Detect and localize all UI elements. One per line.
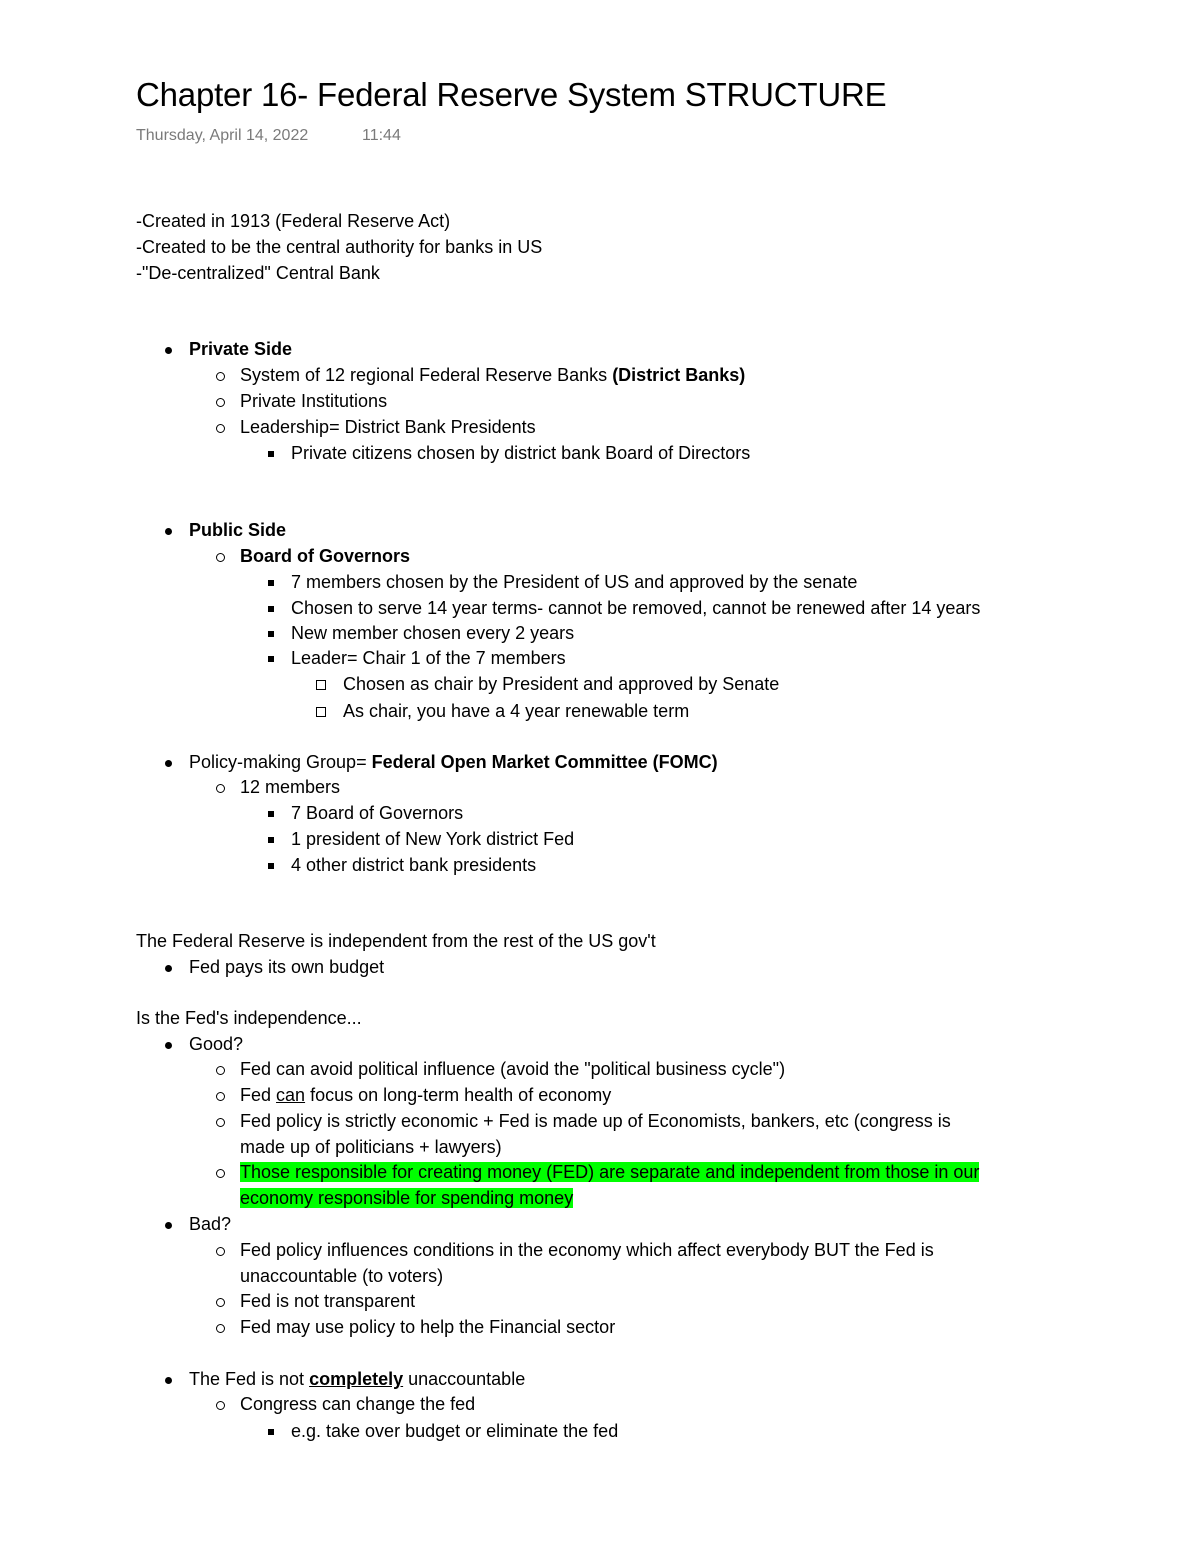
board-detail-1: 7 members chosen by the President of US and approved by the senate	[291, 572, 858, 592]
fomc-members: 12 members	[240, 777, 341, 797]
bullet-square-icon	[261, 571, 281, 593]
fomc-name: Federal Open Market Committee (FOMC)	[371, 752, 718, 772]
intro-line-3: -"De-centralized" Central Bank	[136, 263, 380, 283]
district-banks-bold: (District Banks)	[612, 365, 746, 385]
bullet-circle-icon	[210, 545, 230, 567]
bullet-circle-icon	[210, 1058, 230, 1080]
good-point-3-line-2: made up of politicians + lawyers)	[240, 1137, 502, 1157]
bullet-square-icon	[261, 442, 281, 464]
good-point-2-pre: Fed	[240, 1085, 277, 1105]
accountability-post: unaccountable	[403, 1369, 526, 1389]
bullet-square-icon	[261, 854, 281, 876]
bullet-square-icon	[261, 1420, 281, 1442]
bullet-circle-icon	[210, 1084, 230, 1106]
bad-point-3: Fed may use policy to help the Financial sector	[240, 1317, 616, 1337]
board-detail-3: New member chosen every 2 years	[291, 623, 575, 643]
bullet-circle-icon	[210, 416, 230, 438]
bullet-square-icon	[261, 597, 281, 619]
bullet-circle-icon	[210, 776, 230, 798]
bullet-hollow-square-icon	[311, 673, 331, 695]
bullet-disc-icon	[158, 519, 178, 541]
private-item-citizens: Private citizens chosen by district bank Board of Directors	[291, 443, 751, 463]
independence-budget: Fed pays its own budget	[189, 957, 385, 977]
fomc-member-3: 4 other district bank presidents	[291, 855, 537, 875]
accountability-pre: The Fed is not	[189, 1369, 310, 1389]
fomc-member-2: 1 president of New York district Fed	[291, 829, 575, 849]
bullet-square-icon	[261, 828, 281, 850]
chair-detail-2: As chair, you have a 4 year renewable term	[343, 701, 690, 721]
public-side-heading: Public Side	[189, 520, 287, 540]
good-point-2	[240, 1084, 611, 1106]
intro-line-1: -Created in 1913 (Federal Reserve Act)	[136, 211, 451, 231]
bullet-square-icon	[261, 622, 281, 644]
accountability-emphasis: completely	[309, 1369, 404, 1389]
good-point-1: Fed can avoid political influence (avoid the "political business cycle")	[240, 1059, 786, 1079]
bad-point-1-line-1: Fed policy influences conditions in the economy which affect everybody BUT the Fed is	[240, 1240, 934, 1260]
board-detail-2: Chosen to serve 14 year terms- cannot be removed, cannot be renewed after 14 years	[291, 598, 981, 618]
good-point-4-line-1	[240, 1161, 979, 1183]
congress-example: e.g. take over budget or eliminate the fed	[291, 1421, 619, 1441]
bullet-square-icon	[261, 647, 281, 669]
fomc-heading	[189, 751, 718, 773]
bullet-disc-icon	[158, 1033, 178, 1055]
bullet-circle-icon	[210, 1239, 230, 1261]
bullet-circle-icon	[210, 390, 230, 412]
private-item-district-banks	[240, 364, 745, 386]
fomc-member-1: 7 Board of Governors	[291, 803, 464, 823]
bad-point-2: Fed is not transparent	[240, 1291, 416, 1311]
bullet-disc-icon	[158, 338, 178, 360]
chair-detail-1: Chosen as chair by President and approved by Senate	[343, 674, 780, 694]
highlighted-text: Those responsible for creating money (FED) are separate and independent from those in our	[240, 1162, 980, 1182]
page-title: Chapter 16- Federal Reserve System STRUCTURE	[136, 76, 887, 113]
independence-statement: The Federal Reserve is independent from the rest of the US gov't	[136, 931, 656, 951]
highlighted-text: economy responsible for spending money	[240, 1188, 574, 1208]
private-item-institutions: Private Institutions	[240, 391, 388, 411]
good-heading: Good?	[189, 1034, 244, 1054]
bullet-disc-icon	[158, 1213, 178, 1235]
bullet-circle-icon	[210, 364, 230, 386]
note-date: Thursday, April 14, 2022	[136, 127, 309, 144]
bullet-circle-icon	[210, 1290, 230, 1312]
bullet-disc-icon	[158, 751, 178, 773]
board-detail-4: Leader= Chair 1 of the 7 members	[291, 648, 566, 668]
bad-point-1-line-2: unaccountable (to voters)	[240, 1266, 444, 1286]
good-point-4-line-2	[240, 1187, 573, 1209]
bullet-disc-icon	[158, 956, 178, 978]
bullet-circle-icon	[210, 1316, 230, 1338]
bad-heading: Bad?	[189, 1214, 232, 1234]
bullet-circle-icon	[210, 1393, 230, 1415]
good-point-2-underlined: can	[276, 1085, 306, 1105]
note-time: 11:44	[362, 127, 401, 144]
bullet-circle-icon	[210, 1110, 230, 1132]
bullet-circle-icon	[210, 1161, 230, 1183]
fomc-prefix: Policy-making Group=	[189, 752, 372, 772]
private-item-text: System of 12 regional Federal Reserve Banks	[240, 365, 613, 385]
private-side-heading: Private Side	[189, 339, 293, 359]
private-item-leadership: Leadership= District Bank Presidents	[240, 417, 536, 437]
bullet-hollow-square-icon	[311, 700, 331, 722]
bullet-disc-icon	[158, 1368, 178, 1390]
intro-line-2: -Created to be the central authority for banks in US	[136, 237, 543, 257]
good-point-2-post: focus on long-term health of economy	[305, 1085, 612, 1105]
accountability-heading	[189, 1368, 525, 1390]
congress-point: Congress can change the fed	[240, 1394, 476, 1414]
bullet-square-icon	[261, 802, 281, 824]
independence-question: Is the Fed's independence...	[136, 1008, 362, 1028]
good-point-3-line-1: Fed policy is strictly economic + Fed is made up of Economists, bankers, etc (congress is	[240, 1111, 951, 1131]
board-of-governors: Board of Governors	[240, 546, 411, 566]
